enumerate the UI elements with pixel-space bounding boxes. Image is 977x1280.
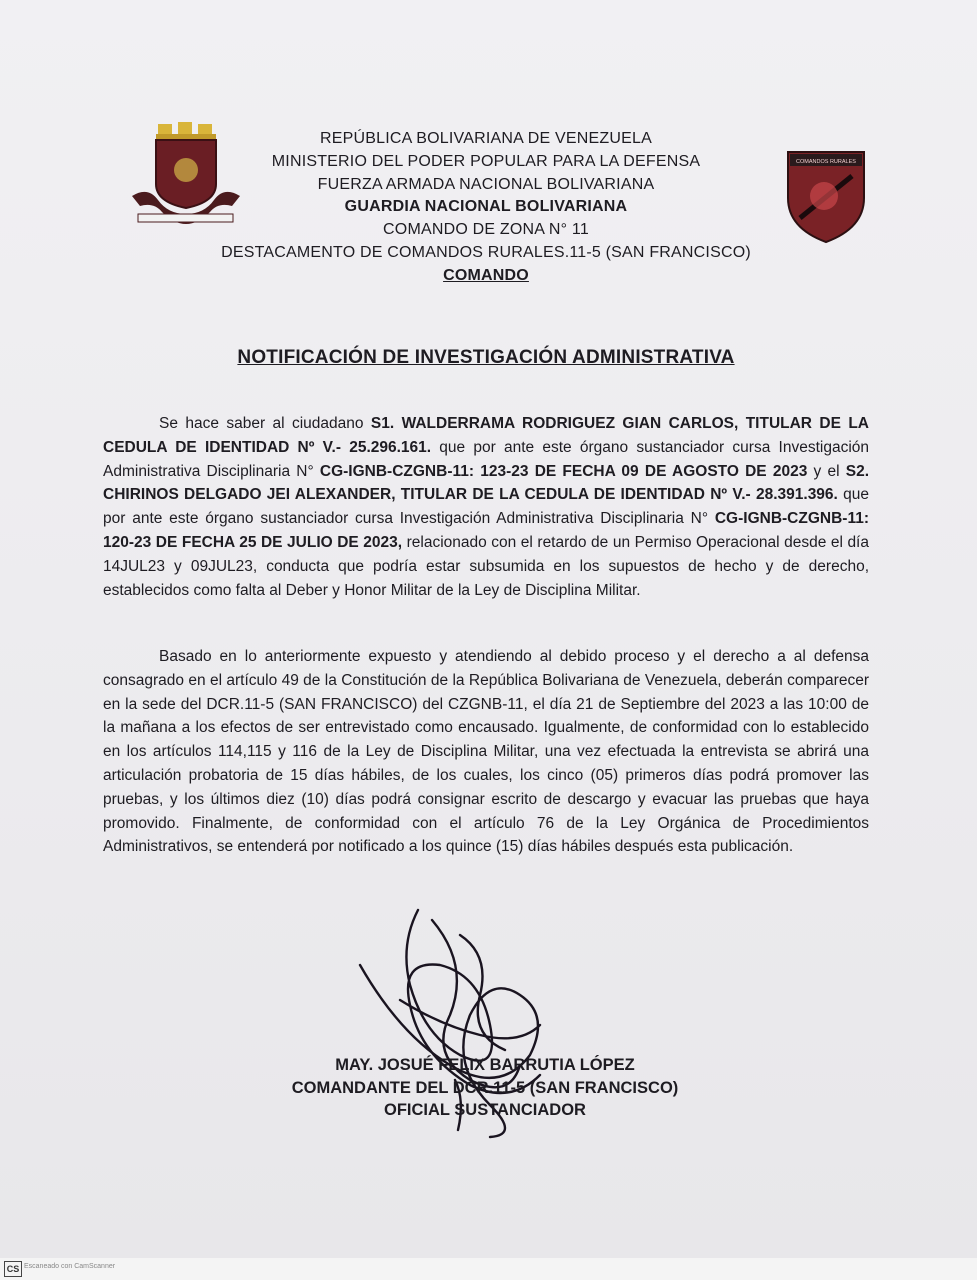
signer-position: COMANDANTE DEL DCR.11-5 (SAN FRANCISCO) bbox=[291, 1078, 679, 1097]
shield-banner-text: COMANDOS RURALES bbox=[796, 159, 856, 165]
signer-role: OFICIAL SUSTANCIADOR bbox=[384, 1101, 586, 1119]
header-ministry: MINISTERIO DEL PODER POPULAR PARA LA DEFENSA bbox=[271, 152, 701, 170]
camscanner-badge-icon: CS bbox=[4, 1261, 22, 1277]
p1-text-1: Se hace saber al ciudadano bbox=[159, 415, 371, 432]
signature-block bbox=[230, 1054, 740, 1122]
p1-bold-3: S2. CHIRINOS DELGADO JEI ALEXANDER, TITULAR DE LA CEDULA DE IDENTIDAD Nº V.- 28.391.396. bbox=[103, 462, 870, 504]
p1-text-5: relacionado con el retardo de un Permiso Operacional desde el día 14JUL23 y 09JUL23, conducta que podría estar subsumida en los supuestos de hecho y de derecho, establecidos como falta al Deber y Honor Militar de la Ley de Disciplina Militar. bbox=[103, 533, 869, 599]
header-republic: REPÚBLICA BOLIVARIANA DE VENEZUELA bbox=[320, 130, 652, 147]
header-detachment: DESTACAMENTO DE COMANDOS RURALES.11-5 (SAN FRANCISCO) bbox=[221, 243, 751, 261]
header-zone: COMANDO DE ZONA N° 11 bbox=[383, 221, 589, 239]
p1-text-2: que por ante este órgano sustanciador cursa Investigación Administrativa Disciplinaria N° bbox=[103, 438, 870, 480]
p1-text-3: y el bbox=[807, 462, 846, 480]
scanner-footer-text: Escaneado con CamScanner bbox=[24, 1263, 116, 1270]
paragraph-notification bbox=[103, 412, 869, 602]
signer-name: MAY. JOSUÉ FELIX BARRUTIA LÓPEZ bbox=[335, 1056, 635, 1074]
paragraph-summons: Basado en lo anteriormente expuesto y atendiendo al debido proceso y el derecho a al defensa consagrado en el artículo 49 de la Constitución de la República Bolivariana de Venezuela, deberán comparecer en la sede del DCR.11-5 (SAN FRANCISCO) del CZGNB-11, el día 21 de Septiembre del 2023 a las 10:00 de la mañana a los efectos de ser entrevistado como encausado. Igualmente, de conformidad con lo establecido en los artículos 114,115 y 116 de la Ley de Disciplina Militar, una vez efectuada la entrevista se abrirá una articulación probatoria de 15 días hábiles, de los cuales, los cinco (05) primeros días podrá promover las pruebas, y los últimos diez (10) días podrá consignar escrito de descargo y evacuar las pruebas que haya promovido. Finalmente, de conformidad con el artículo 76 de la Ley Orgánica de Procedimientos Administrativos, se entenderá por notificado a los quince (15) días hábiles después esta publicación. bbox=[103, 648, 869, 856]
document-title: NOTIFICACIÓN DE INVESTIGACIÓN ADMINISTRATIVA bbox=[237, 347, 735, 368]
p1-bold-4: CG-IGNB-CZGNB-11: 120-23 DE FECHA 25 DE JULIO DE 2023, bbox=[103, 510, 869, 551]
p1-bold-2: CG-IGNB-CZGNB-11: 123-23 DE FECHA 09 DE AGOSTO DE 2023 bbox=[319, 462, 808, 480]
document-header bbox=[150, 128, 822, 288]
header-guard: GUARDIA NACIONAL BOLIVARIANA bbox=[344, 198, 628, 216]
header-armed-forces: FUERZA ARMADA NACIONAL BOLIVARIANA bbox=[317, 175, 655, 193]
header-command: COMANDO bbox=[443, 266, 529, 284]
p1-bold-1: S1. WALDERRAMA RODRIGUEZ GIAN CARLOS, TITULAR DE LA CEDULA DE IDENTIDAD Nº V.- 25.296.161. bbox=[103, 415, 869, 456]
scanner-footer bbox=[0, 1258, 977, 1280]
p1-text-4: que por ante este órgano sustanciador cursa Investigación Administrativa Disciplinaria N° bbox=[103, 486, 869, 528]
